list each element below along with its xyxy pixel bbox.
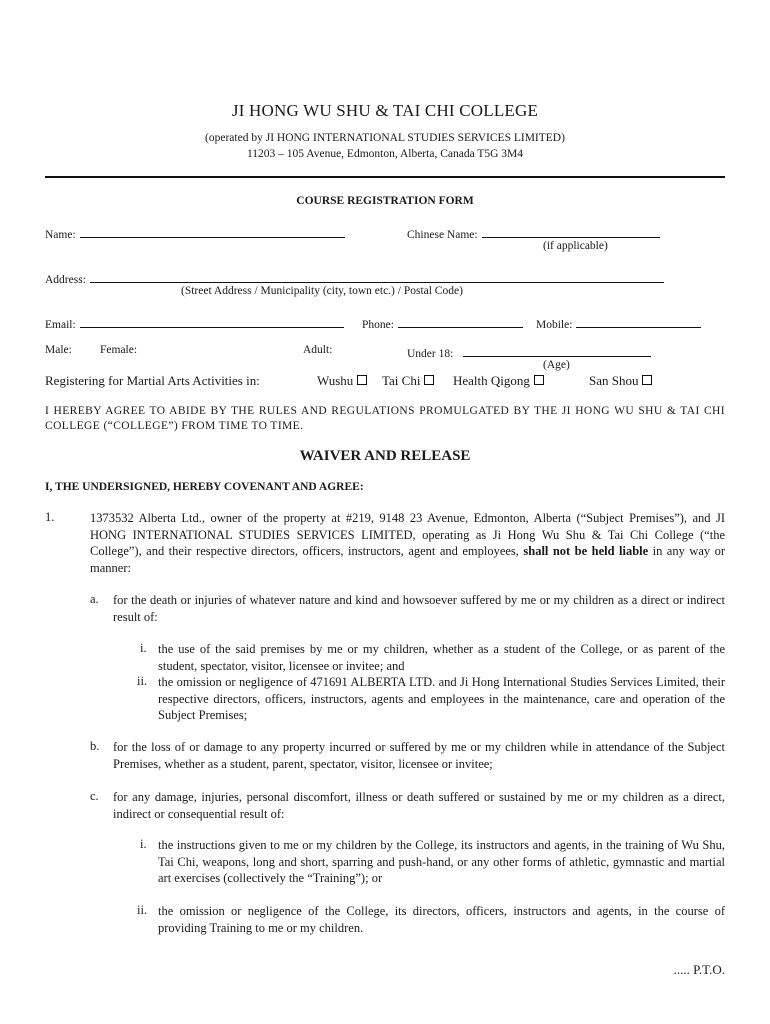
clause-b-text: for the loss of or damage to any property incurred or suffered by me or my children while in attendance of the Subject Premises, whether as a student, parent, spectator, visitor, licensee or invitee; xyxy=(113,740,725,771)
clause-c-i-text: the instructions given to me or my children by the College, its instructors and agents, in the training of Wu Shu, Tai Chi, weapons, long and short, sparring and push-hand, or any other forms of athletic, gymnastic and martial art exercises (collectively the “Training”); or xyxy=(158,838,725,885)
email-field[interactable] xyxy=(45,315,344,331)
phone-label: Phone: xyxy=(362,319,394,331)
email-label: Email: xyxy=(45,319,76,331)
college-address: 11203 – 105 Avenue, Edmonton, Alberta, Canada T5G 3M4 xyxy=(246,148,524,160)
under18-field[interactable] xyxy=(407,344,651,360)
activity-health-qigong-label: Health Qigong xyxy=(453,373,530,388)
age-hint: (Age) xyxy=(543,359,570,371)
under18-age-blank[interactable] xyxy=(463,344,651,357)
name-label: Name: xyxy=(45,229,76,241)
clause-c-label: c. xyxy=(90,789,99,803)
clause-1-bold: shall not be held liable xyxy=(523,544,649,558)
clause-1-number: 1. xyxy=(45,510,55,524)
please-turn-over: ..... P.T.O. xyxy=(673,962,725,977)
clause-1-body: 1373532 Alberta Ltd., owner of the property at #219, 9148 23 Avenue, Edmonton, Alberta (“Subject Premises”), and JI HONG INTERNATIONAL STUDIES SERVICES LIMITED, operating as Ji Hong Wu Shu & Tai Chi College (“the College”), and their respective directors, officers, instructors, agent and employees, xyxy=(90,511,725,558)
chinese-name-field[interactable] xyxy=(407,225,660,241)
clause-a-ii-text: the omission or negligence of 471691 ALBERTA LTD. and Ji Hong International Studies Services Limited, their respective directors, officers, instructors, agents and employees in the maintenance, care and operation of the Subject Premises; xyxy=(158,675,725,722)
mobile-field[interactable] xyxy=(536,315,701,331)
clause-a-text: for the death or injuries of whatever nature and kind and howsoever suffered by me or my children as a direct or indirect result of: xyxy=(113,593,725,624)
san-shou-checkbox[interactable] xyxy=(642,375,652,385)
clause-b-label: b. xyxy=(90,739,100,753)
activity-wushu-label: Wushu xyxy=(317,373,354,388)
undersigned-statement: I, THE UNDERSIGNED, HEREBY COVENANT AND AGREE: xyxy=(45,481,364,493)
chinese-name-blank[interactable] xyxy=(482,225,660,238)
mobile-blank[interactable] xyxy=(576,315,701,328)
clause-a-ii-label: ii. xyxy=(137,674,148,688)
address-field[interactable] xyxy=(45,270,664,286)
if-applicable-hint: (if applicable) xyxy=(543,240,608,252)
clause-c-ii-text: the omission or negligence of the College, its directors, officers, instructors and agents, in the course of providing Training to me or my children. xyxy=(158,904,725,935)
clause-c-text: for any damage, injuries, personal discomfort, illness or death suffered or sustained by me or my children as a direct, indirect or consequential result of: xyxy=(113,790,725,821)
phone-field[interactable] xyxy=(362,315,523,331)
waiver-title: WAIVER AND RELEASE xyxy=(299,448,471,464)
address-hint: (Street Address / Municipality (city, town etc.) / Postal Code) xyxy=(181,285,463,297)
male-label: Male: xyxy=(45,344,72,356)
agreement-statement: I HEREBY AGREE TO ABIDE BY THE RULES AND REGULATIONS PROMULGATED BY THE JI HONG WU SHU & TAI CHI COLLEGE (“COLLEGE”) FROM TIME TO TIME. xyxy=(45,405,725,432)
header-divider xyxy=(45,176,725,178)
name-field[interactable] xyxy=(45,225,345,241)
clause-1-text xyxy=(90,510,725,576)
registering-label: Registering for Martial Arts Activities in: xyxy=(45,373,260,388)
adult-label: Adult: xyxy=(303,344,333,356)
phone-blank[interactable] xyxy=(398,315,523,328)
health-qigong-checkbox[interactable] xyxy=(534,375,544,385)
name-blank[interactable] xyxy=(80,225,345,238)
wushu-checkbox[interactable] xyxy=(357,375,367,385)
under18-label: Under 18: xyxy=(407,348,454,360)
clause-a-i-label: i. xyxy=(140,641,147,655)
operated-by-line: (operated by JI HONG INTERNATIONAL STUDIES SERVICES LIMITED) xyxy=(205,132,565,144)
taichi-checkbox[interactable] xyxy=(424,375,434,385)
activity-san-shou-label: San Shou xyxy=(589,373,639,388)
female-label: Female: xyxy=(100,344,138,356)
clause-c-i-label: i. xyxy=(140,837,147,851)
address-blank[interactable] xyxy=(90,270,664,283)
clause-a-label: a. xyxy=(90,592,99,606)
clause-a-i-text: the use of the said premises by me or my children, whether as a student of the College, or as parent of the student, spectator, visitor, licensee or invitee; and xyxy=(158,642,725,673)
clause-c-ii-label: ii. xyxy=(137,903,148,917)
activity-health-qigong[interactable] xyxy=(453,373,544,389)
activity-wushu[interactable] xyxy=(317,373,367,389)
activity-taichi[interactable] xyxy=(382,373,434,389)
mobile-label: Mobile: xyxy=(536,319,573,331)
activity-san-shou[interactable] xyxy=(589,373,652,389)
activity-taichi-label: Tai Chi xyxy=(382,373,421,388)
form-heading: COURSE REGISTRATION FORM xyxy=(296,195,474,207)
address-label: Address: xyxy=(45,274,86,286)
email-blank[interactable] xyxy=(80,315,344,328)
chinese-name-label: Chinese Name: xyxy=(407,229,478,241)
college-title: JI HONG WU SHU & TAI CHI COLLEGE xyxy=(231,101,539,120)
clause-1-tail: in any way or manner: xyxy=(90,544,725,575)
